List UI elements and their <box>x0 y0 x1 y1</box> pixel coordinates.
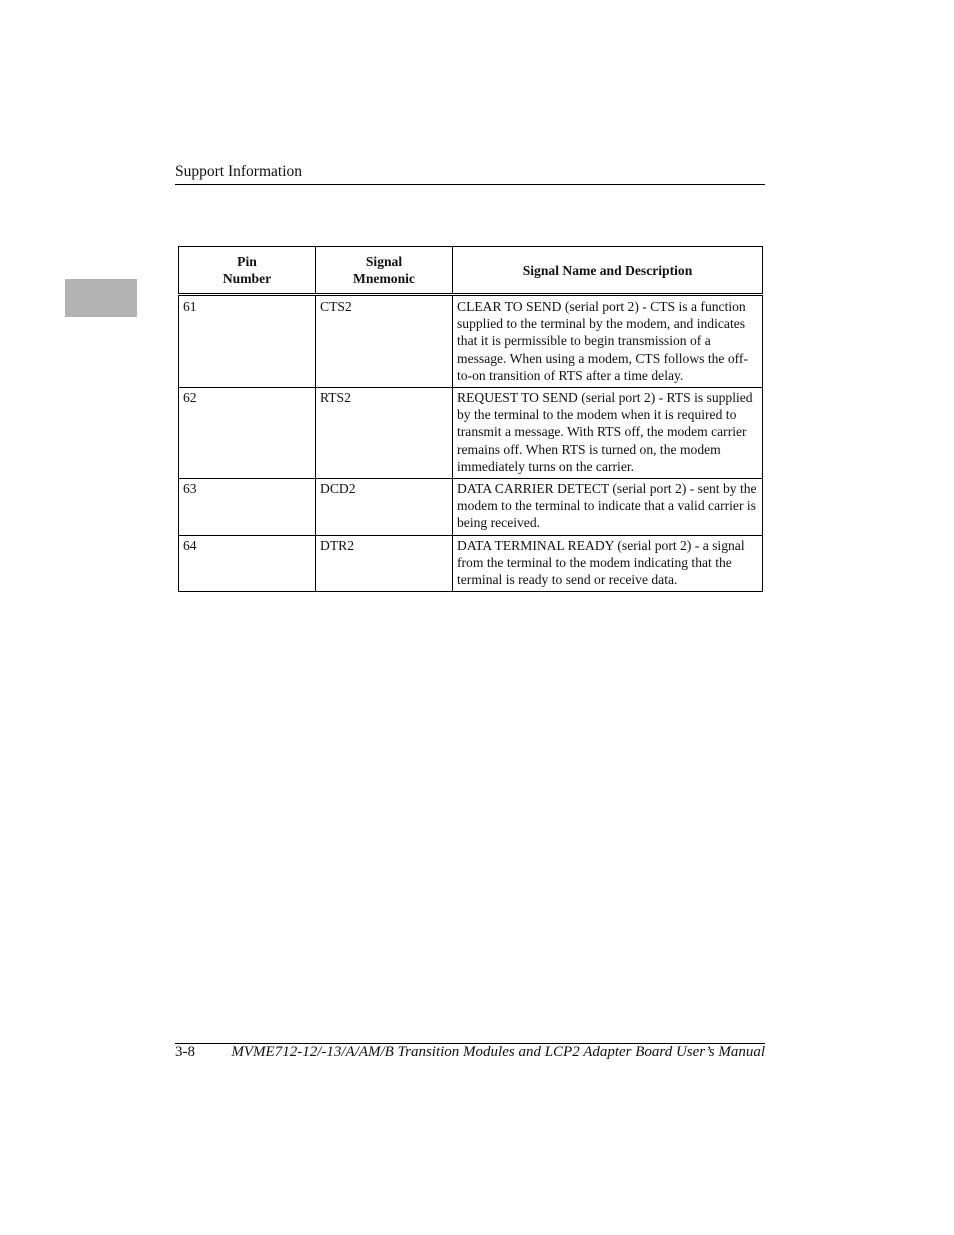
chapter-tab-marker <box>65 279 137 317</box>
column-header-signal-description: Signal Name and Description <box>453 247 763 295</box>
pin-assignment-table <box>178 246 763 592</box>
signal-description-cell: REQUEST TO SEND (serial port 2) - RTS is supplied by the terminal to the modem when it is required to transmit a message. With RTS off, the modem carrier remains off. When RTS is turned on, the modem immediately turns on the carrier. <box>453 388 763 479</box>
column-header-signal-mnemonic: Signal Mnemonic <box>316 247 453 295</box>
pin-number-cell: 63 <box>179 479 316 536</box>
table-header-row <box>179 247 763 295</box>
pin-number-cell: 62 <box>179 388 316 479</box>
table-row <box>179 388 763 479</box>
pin-number-cell: 61 <box>179 295 316 388</box>
table-row <box>179 535 763 592</box>
signal-mnemonic-cell: CTS2 <box>316 295 453 388</box>
section-header: Support Information <box>175 163 302 180</box>
signal-description-cell: DATA TERMINAL READY (serial port 2) - a signal from the terminal to the modem indicating that the terminal is ready to send or receive data. <box>453 535 763 592</box>
manual-title: MVME712-12/-13/A/AM/B Transition Modules and LCP2 Adapter Board User’s Manual <box>231 1044 765 1060</box>
header-rule <box>175 184 765 185</box>
signal-mnemonic-cell: DCD2 <box>316 479 453 536</box>
page-number: 3-8 <box>175 1044 195 1060</box>
signal-description-cell: CLEAR TO SEND (serial port 2) - CTS is a function supplied to the terminal by the modem, and indicates that it is permissible to begin transmission of a message. When using a modem, CTS follows the off-to-on transition of RTS after a time delay. <box>453 295 763 388</box>
column-header-pin-number: Pin Number <box>179 247 316 295</box>
pin-number-cell: 64 <box>179 535 316 592</box>
table-row <box>179 479 763 536</box>
signal-description-cell: DATA CARRIER DETECT (serial port 2) - sent by the modem to the terminal to indicate that a valid carrier is being received. <box>453 479 763 536</box>
signal-mnemonic-cell: DTR2 <box>316 535 453 592</box>
signal-mnemonic-cell: RTS2 <box>316 388 453 479</box>
table-row <box>179 295 763 388</box>
